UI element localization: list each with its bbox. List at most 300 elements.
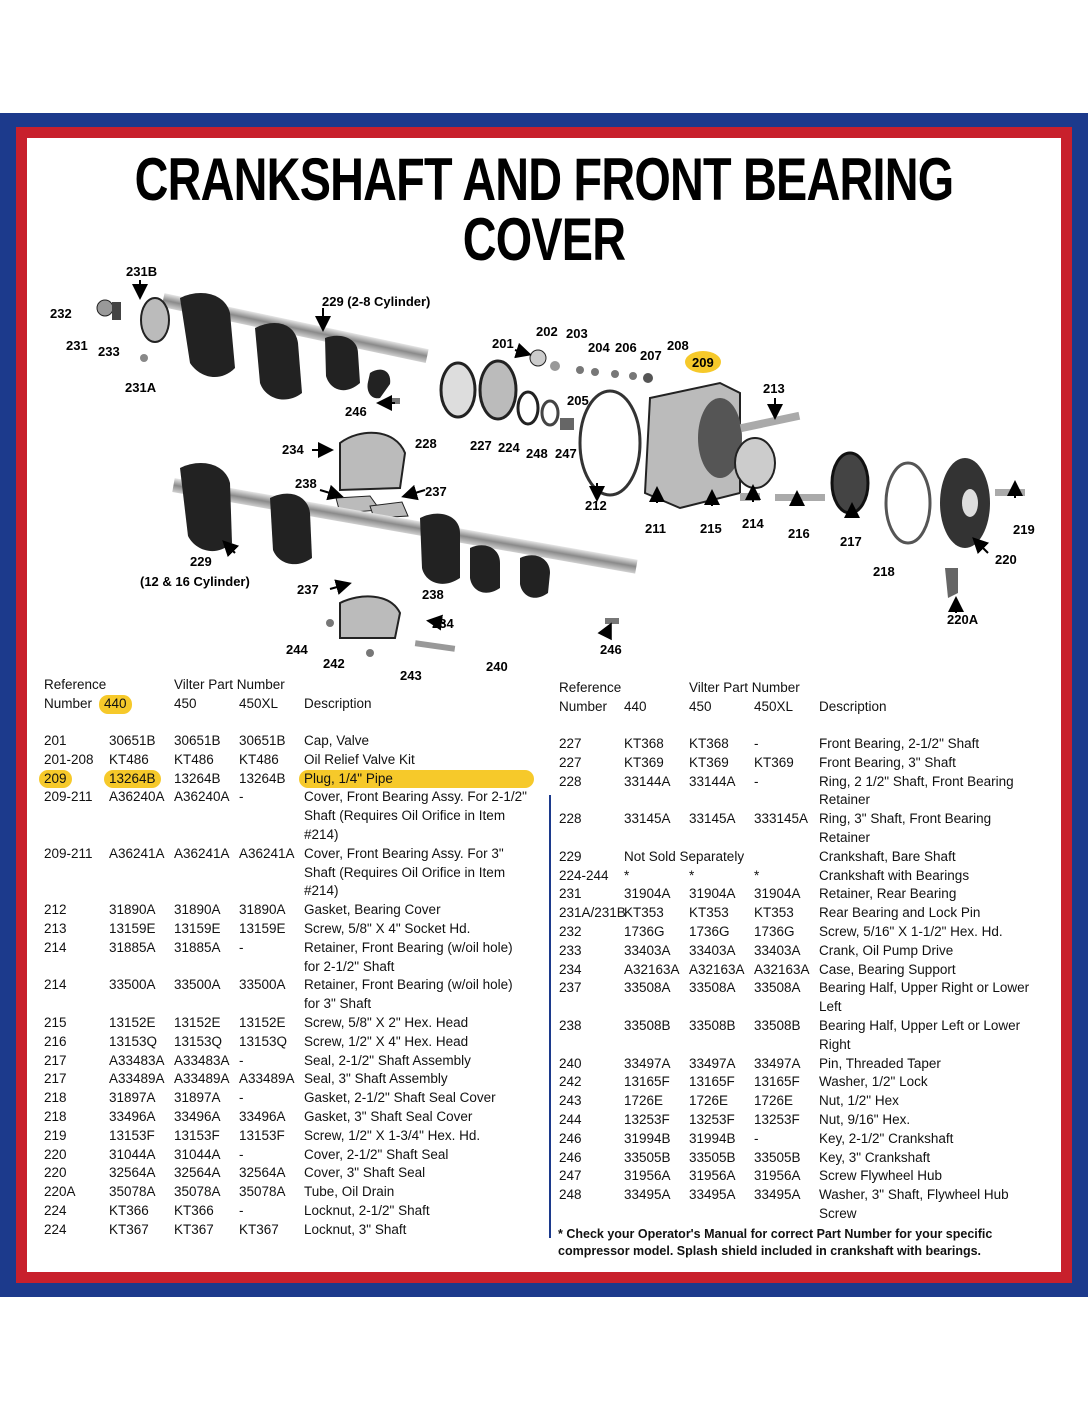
- label-228: 228: [415, 436, 437, 451]
- cell-reference: 201-208: [44, 751, 94, 767]
- label-247: 247: [555, 446, 577, 461]
- cell-description: Seal, 3" Shaft Assembly: [304, 1071, 448, 1087]
- label-212: 212: [585, 498, 607, 513]
- cell-description: Crankshaft with Bearings: [819, 867, 970, 883]
- cell-part-450xl: -: [239, 1090, 244, 1106]
- header-450xl: 450XL: [754, 699, 794, 714]
- table-row: [559, 979, 1039, 1017]
- cell-part-440: 30651B: [109, 733, 156, 748]
- cell-description: Front Bearing, 2-1/2" Shaft: [819, 736, 980, 751]
- cell-description: Bearing Half, Upper Left or Lower Right: [819, 1017, 1021, 1052]
- cell-part-440: 33505B: [624, 1149, 671, 1165]
- table-row: [44, 1127, 544, 1146]
- header-number: Number: [44, 696, 93, 711]
- cell-part-450xl: A36241A: [239, 845, 295, 861]
- label-219: 219: [1013, 522, 1035, 537]
- cell-reference: 217: [44, 1071, 67, 1087]
- parts-table-left: [44, 676, 544, 1240]
- cell-part-450: A33483A: [174, 1052, 230, 1068]
- table-row: [559, 923, 1039, 942]
- table-row: [559, 904, 1039, 923]
- cell-part-450xl: -: [239, 789, 244, 805]
- table-row: [44, 845, 544, 901]
- cell-reference: 215: [44, 1014, 67, 1030]
- table-row: [559, 1167, 1039, 1186]
- table-row: [44, 1164, 544, 1183]
- table-row: [559, 1149, 1039, 1168]
- cell-reference: 231: [559, 886, 582, 902]
- cell-part-450: 32564A: [174, 1165, 221, 1181]
- label-231: 231: [66, 338, 88, 353]
- cell-reference: 220: [44, 1146, 67, 1162]
- cell-part-450: 33497A: [689, 1055, 736, 1071]
- table-row: [44, 732, 544, 751]
- cell-part-450: KT353: [689, 905, 729, 921]
- table-row: [559, 1130, 1039, 1149]
- cell-part-450: 31044A: [174, 1146, 221, 1162]
- cell-part-440: 1736G: [624, 923, 665, 939]
- cell-part-450: 31994B: [689, 1130, 736, 1146]
- table-row: [559, 1111, 1039, 1130]
- header-description: Description: [819, 699, 887, 714]
- cell-part-450: 13264B: [174, 770, 221, 786]
- table-row: [559, 1186, 1039, 1224]
- cell-part-450: 33403A: [689, 942, 736, 958]
- label-246-lower: 246: [600, 642, 622, 657]
- cell-part-450: 33508A: [689, 980, 736, 996]
- cell-description: Cover, Front Bearing Assy. For 2-1/2" Shaft (Requires Oil Orifice in Item #214): [304, 789, 527, 842]
- cell-part-440: 33403A: [624, 942, 671, 958]
- cell-description: Crank, Oil Pump Drive: [819, 942, 954, 958]
- cell-part-450xl: 13165F: [754, 1074, 800, 1090]
- label-234-lower: 234: [432, 616, 454, 631]
- cell-part-450: KT369: [689, 754, 729, 770]
- cell-part-450xl: -: [239, 1146, 244, 1162]
- cell-part-440: 31897A: [109, 1090, 156, 1106]
- cell-part-450xl: 33403A: [754, 942, 801, 958]
- cell-part-450: 31885A: [174, 939, 221, 955]
- label-220A: 220A: [947, 612, 979, 627]
- cell-part-450xl: 1726E: [754, 1093, 794, 1109]
- label-243: 243: [400, 668, 422, 683]
- cell-part-450xl: 33495A: [754, 1187, 801, 1203]
- cell-reference: 214: [44, 977, 67, 993]
- footnote: * Check your Operator's Manual for correct Part Number for your specific compressor model. Splash shield included in crankshaft with bearings.: [558, 1227, 993, 1258]
- cell-part-440: 13264B: [104, 770, 161, 789]
- cell-part-440: 33508A: [624, 980, 671, 996]
- table-row: [44, 1070, 544, 1089]
- table-row: [559, 810, 1039, 848]
- cell-part-440: 33500A: [109, 977, 156, 993]
- cell-description: Cap, Valve: [304, 733, 370, 748]
- label-205: 205: [567, 393, 589, 408]
- cell-reference: 220A: [44, 1184, 76, 1200]
- header-reference: Reference: [559, 680, 622, 695]
- cell-part-450: 13152E: [174, 1014, 221, 1030]
- cell-reference: 228: [559, 811, 582, 827]
- cell-part-450xl: -: [754, 773, 759, 789]
- label-203: 203: [566, 326, 588, 341]
- table-row: [559, 754, 1039, 773]
- header-440: 440: [99, 695, 132, 714]
- cell-part-440: 13153Q: [109, 1033, 158, 1049]
- cell-description: Cover, 3" Shaft Seal: [304, 1165, 426, 1181]
- cell-description: Front Bearing, 3" Shaft: [819, 754, 956, 770]
- cell-reference: 232: [559, 923, 582, 939]
- cell-part-440: 33145A: [624, 811, 671, 827]
- label-227: 227: [470, 438, 492, 453]
- cell-part-450xl: KT367: [239, 1221, 279, 1237]
- cell-part-450xl: KT369: [754, 754, 794, 770]
- cell-part-450xl: A33489A: [239, 1071, 295, 1087]
- cell-reference: 212: [44, 902, 67, 918]
- cell-part-450: KT486: [174, 751, 214, 767]
- cell-reference: 231A/231B: [559, 905, 626, 921]
- cell-part-440: 35078A: [109, 1184, 156, 1200]
- cell-part-450xl: -: [754, 736, 759, 751]
- table-header: [559, 679, 1039, 723]
- cell-part-450xl: KT353: [754, 905, 794, 921]
- cell-description: Tube, Oil Drain: [304, 1184, 395, 1200]
- cell-description: Cover, 2-1/2" Shaft Seal: [304, 1146, 449, 1162]
- cell-part-440: 33508B: [624, 1017, 671, 1033]
- table-row: [559, 735, 1039, 754]
- cell-part-450: A33489A: [174, 1071, 230, 1087]
- cell-part-450xl: 13153Q: [239, 1033, 288, 1049]
- cell-part-440: 32564A: [109, 1165, 156, 1181]
- table-row: [44, 1089, 544, 1108]
- cell-reference: 240: [559, 1055, 582, 1071]
- cell-reference: 247: [559, 1168, 582, 1184]
- label-237-upper: 237: [425, 484, 447, 499]
- cell-part-450xl: 31904A: [754, 886, 801, 902]
- cell-reference: 209: [39, 770, 72, 789]
- cell-part-450: *: [689, 867, 695, 883]
- table-row: [44, 976, 544, 1014]
- table-row: [559, 1017, 1039, 1055]
- cell-part-440: KT368: [624, 736, 664, 751]
- label-208: 208: [667, 338, 689, 353]
- cell-description: Screw, 5/16" X 1-1/2" Hex. Hd.: [819, 923, 1003, 939]
- table-row: [559, 942, 1039, 961]
- cell-part-440: KT366: [109, 1202, 149, 1218]
- cell-part-450: KT366: [174, 1202, 214, 1218]
- cell-part-450xl: 33505B: [754, 1149, 801, 1165]
- cell-part-440: A33489A: [109, 1071, 165, 1087]
- cell-part-440: 31904A: [624, 886, 671, 902]
- cell-description: Locknut, 2-1/2" Shaft: [304, 1202, 430, 1218]
- header-440: 440: [624, 699, 647, 714]
- cell-reference: 224-244: [559, 867, 609, 883]
- label-234-upper: 234: [282, 442, 304, 457]
- cell-reference: 238: [559, 1017, 582, 1033]
- cell-part-450xl: 33496A: [239, 1108, 286, 1124]
- cell-reference: 217: [44, 1052, 67, 1068]
- cell-reference: 243: [559, 1093, 582, 1109]
- cell-part-440: 33495A: [624, 1187, 671, 1203]
- cell-part-450xl: -: [239, 1202, 244, 1218]
- cell-part-450xl: A32163A: [754, 961, 810, 977]
- cell-description: Key, 2-1/2" Crankshaft: [819, 1130, 954, 1146]
- label-215: 215: [700, 521, 722, 536]
- cell-part-450: 33496A: [174, 1108, 221, 1124]
- table-row: [44, 751, 544, 770]
- cell-reference: 237: [559, 980, 582, 996]
- label-231A: 231A: [125, 380, 157, 395]
- cell-description: Key, 3" Crankshaft: [819, 1149, 931, 1165]
- label-229-12-16-cyl: 229: [190, 554, 212, 569]
- cell-reference: 209-211: [44, 845, 93, 861]
- label-246-upper: 246: [345, 404, 367, 419]
- cell-description: Retainer, Rear Bearing: [819, 886, 957, 902]
- cell-part-450xl: -: [239, 939, 244, 955]
- label-233: 233: [98, 344, 120, 359]
- cell-part-440: KT369: [624, 754, 664, 770]
- header-vilter-part-number: Vilter Part Number: [174, 677, 285, 692]
- header-vilter-part-number: Vilter Part Number: [689, 680, 800, 695]
- table-row: [44, 1202, 544, 1221]
- cell-reference: 219: [44, 1127, 67, 1143]
- label-214: 214: [742, 516, 764, 531]
- cell-part-450: 13159E: [174, 920, 221, 936]
- cell-part-450xl: 13253F: [754, 1111, 800, 1127]
- cell-reference: 227: [559, 736, 582, 751]
- cell-part-440: 31890A: [109, 902, 156, 918]
- cell-description: Rear Bearing and Lock Pin: [819, 905, 981, 921]
- cell-part-450: 13153F: [174, 1127, 220, 1143]
- label-248: 248: [526, 446, 548, 461]
- label-209: 209: [692, 355, 714, 370]
- label-232: 232: [50, 306, 72, 321]
- cell-part-450xl: 333145A: [754, 811, 809, 827]
- cell-description: Retainer, Front Bearing (w/oil hole) for 2-1/2" Shaft: [304, 939, 513, 974]
- table-row: [44, 788, 544, 844]
- cell-part-450xl: -: [239, 1052, 244, 1068]
- cell-part-450xl: 33497A: [754, 1055, 801, 1071]
- label-201: 201: [492, 336, 514, 351]
- parts-table-right: [559, 679, 1039, 1224]
- cell-part-440: KT353: [624, 905, 664, 921]
- cell-part-450xl: 33508A: [754, 980, 801, 996]
- cell-reference: 209-211: [44, 789, 93, 805]
- page-title: CRANKSHAFT AND FRONT BEARING COVER: [134, 146, 954, 273]
- cell-part-450xl: -: [754, 1130, 759, 1146]
- label-217: 217: [840, 534, 862, 549]
- cell-part-440: 33144A: [624, 773, 671, 789]
- cell-part-450: 33145A: [689, 811, 736, 827]
- cell-description: Locknut, 3" Shaft: [304, 1221, 407, 1237]
- cell-part-440: A32163A: [624, 961, 680, 977]
- label-207: 207: [640, 348, 662, 363]
- cell-description: Nut, 1/2" Hex: [819, 1093, 899, 1109]
- label-202: 202: [536, 324, 558, 339]
- cell-description: Cover, Front Bearing Assy. For 3" Shaft (Requires Oil Orifice in Item #214): [304, 845, 506, 899]
- cell-reference: 233: [559, 942, 582, 958]
- cell-description: Screw, 1/2" X 1-3/4" Hex. Hd.: [304, 1127, 481, 1143]
- cell-description: Screw, 1/2" X 4" Hex. Head: [304, 1033, 469, 1049]
- cell-part-450: 31890A: [174, 902, 221, 918]
- cell-part-450: 13153Q: [174, 1033, 223, 1049]
- cell-part-450: 33495A: [689, 1187, 736, 1203]
- table-row: [44, 1014, 544, 1033]
- table-row: [559, 1073, 1039, 1092]
- label-204: 204: [588, 340, 610, 355]
- cell-description: Gasket, 2-1/2" Shaft Seal Cover: [304, 1090, 496, 1106]
- label-231B: 231B: [126, 264, 158, 279]
- cell-reference: 216: [44, 1033, 67, 1049]
- header-reference: Reference: [44, 677, 107, 692]
- table-row: [559, 885, 1039, 904]
- cell-description: Gasket, Bearing Cover: [304, 902, 441, 918]
- cell-reference: 224: [44, 1202, 67, 1218]
- cell-part-450: 31904A: [689, 886, 736, 902]
- label-213: 213: [763, 381, 785, 396]
- label-218: 218: [873, 564, 895, 579]
- cell-description: Seal, 2-1/2" Shaft Assembly: [304, 1052, 471, 1068]
- cell-description: Crankshaft, Bare Shaft: [819, 848, 956, 864]
- cell-part-440: KT486: [109, 751, 149, 767]
- column-divider: [549, 795, 551, 1238]
- cell-reference: 246: [559, 1130, 582, 1146]
- cell-description: Retainer, Front Bearing (w/oil hole) for 3" Shaft: [304, 977, 513, 1012]
- cell-part-450xl: *: [754, 867, 760, 883]
- cell-description: Screw, 5/8" X 4" Socket Hd.: [304, 920, 471, 936]
- cell-part-440: 33497A: [624, 1055, 671, 1071]
- cell-part-440: A36241A: [109, 845, 165, 861]
- cell-description: Screw, 5/8" X 2" Hex. Head: [304, 1014, 469, 1030]
- cell-description: Plug, 1/4" Pipe: [299, 770, 534, 789]
- cell-part-450: 1736G: [689, 923, 730, 939]
- cell-part-450: A36240A: [174, 789, 230, 805]
- table-row: [44, 1052, 544, 1071]
- exploded-parts-diagram: [40, 258, 1050, 688]
- table-row: [44, 1221, 544, 1240]
- cell-part-450: KT367: [174, 1221, 214, 1237]
- cell-part-450: 33144A: [689, 773, 736, 789]
- label-238-lower: 238: [422, 587, 444, 602]
- header-450xl: 450XL: [239, 696, 279, 711]
- label-238-upper: 238: [295, 476, 317, 491]
- cell-reference: 227: [559, 754, 582, 770]
- cell-reference: 218: [44, 1108, 67, 1124]
- cell-part-450xl: 31956A: [754, 1168, 801, 1184]
- cell-part-450: 35078A: [174, 1184, 221, 1200]
- cell-part-450: 30651B: [174, 733, 221, 748]
- label-237-lower: 237: [297, 582, 319, 597]
- cell-reference: 214: [44, 939, 67, 955]
- label-224: 224: [498, 440, 520, 455]
- cell-part-450: 13165F: [689, 1074, 735, 1090]
- label-211: 211: [645, 521, 666, 536]
- cell-reference: 213: [44, 920, 67, 936]
- cell-description: Pin, Threaded Taper: [819, 1055, 941, 1071]
- cell-reference: 201: [44, 733, 67, 748]
- cell-part-440: 33496A: [109, 1108, 156, 1124]
- cell-part-450xl: 1736G: [754, 923, 795, 939]
- table-row: [559, 773, 1039, 811]
- table-row: [44, 1033, 544, 1052]
- cell-part-450: 31897A: [174, 1090, 221, 1106]
- cell-description: Bearing Half, Upper Right or Lower Left: [819, 980, 1030, 1015]
- label-206: 206: [615, 340, 637, 355]
- cell-part-450: 31956A: [689, 1168, 736, 1184]
- table-row: [44, 901, 544, 920]
- label-240: 240: [486, 659, 508, 674]
- table-row: [44, 1183, 544, 1202]
- label-242: 242: [323, 656, 345, 671]
- cell-part-440: A36240A: [109, 789, 165, 805]
- cell-part-450xl: 13264B: [239, 770, 286, 786]
- cell-part-440: *: [624, 867, 630, 883]
- cell-part-450xl: 13159E: [239, 920, 286, 936]
- cell-reference: 228: [559, 773, 582, 789]
- cell-description: Ring, 2 1/2" Shaft, Front Bearing Retainer: [819, 773, 1014, 808]
- table-row: [44, 939, 544, 977]
- cell-part-450xl: 31890A: [239, 902, 286, 918]
- cell-part-450: A32163A: [689, 961, 745, 977]
- cell-part-450xl: 35078A: [239, 1184, 286, 1200]
- cell-reference: 224: [44, 1221, 67, 1237]
- label-244: 244: [286, 642, 308, 657]
- table-row: [559, 867, 1039, 886]
- cell-description: Washer, 1/2" Lock: [819, 1074, 928, 1090]
- cell-part-440: A33483A: [109, 1052, 165, 1068]
- header-450: 450: [689, 699, 712, 714]
- cell-part-450: 13253F: [689, 1111, 735, 1127]
- cell-part-450: A36241A: [174, 845, 230, 861]
- label-220: 220: [995, 552, 1017, 567]
- cell-part-440: 31044A: [109, 1146, 156, 1162]
- cell-description: Screw Flywheel Hub: [819, 1168, 943, 1184]
- header-number: Number: [559, 699, 608, 714]
- header-450: 450: [174, 696, 197, 711]
- label-12-16-cylinder: (12 & 16 Cylinder): [140, 574, 250, 589]
- cell-part-440: Not Sold Separately: [624, 848, 745, 864]
- cell-reference: 220: [44, 1165, 67, 1181]
- cell-reference: 234: [559, 961, 582, 977]
- cell-part-440: 31956A: [624, 1168, 671, 1184]
- cell-part-440: 13165F: [624, 1074, 670, 1090]
- cell-description: Ring, 3" Shaft, Front Bearing Retainer: [819, 811, 992, 845]
- cell-part-440: 13152E: [109, 1014, 156, 1030]
- table-row: [559, 848, 1039, 867]
- cell-reference: 244: [559, 1111, 582, 1127]
- cell-reference: 218: [44, 1090, 67, 1106]
- cell-part-450xl: 32564A: [239, 1165, 286, 1181]
- cell-part-450: 33508B: [689, 1017, 736, 1033]
- cell-part-450xl: KT486: [239, 751, 279, 767]
- cell-part-450: KT368: [689, 736, 729, 751]
- cell-part-450xl: 33500A: [239, 977, 286, 993]
- cell-part-440: 13153F: [109, 1127, 155, 1143]
- cell-description: Washer, 3" Shaft, Flywheel Hub Screw: [819, 1187, 1009, 1221]
- cell-part-440: 13253F: [624, 1111, 670, 1127]
- table-header: [44, 676, 544, 720]
- cell-reference: 248: [559, 1187, 582, 1203]
- cell-description: Oil Relief Valve Kit: [304, 751, 415, 767]
- cell-part-440: KT367: [109, 1221, 149, 1237]
- table-row: [44, 1108, 544, 1127]
- table-row: [559, 961, 1039, 980]
- cell-part-450: 33500A: [174, 977, 221, 993]
- cell-part-450: 33505B: [689, 1149, 736, 1165]
- label-216: 216: [788, 526, 810, 541]
- cell-part-450xl: 30651B: [239, 733, 286, 748]
- cell-reference: 242: [559, 1074, 582, 1090]
- cell-part-450: 1726E: [689, 1093, 729, 1109]
- cell-description: Case, Bearing Support: [819, 961, 956, 977]
- table-row: [559, 1092, 1039, 1111]
